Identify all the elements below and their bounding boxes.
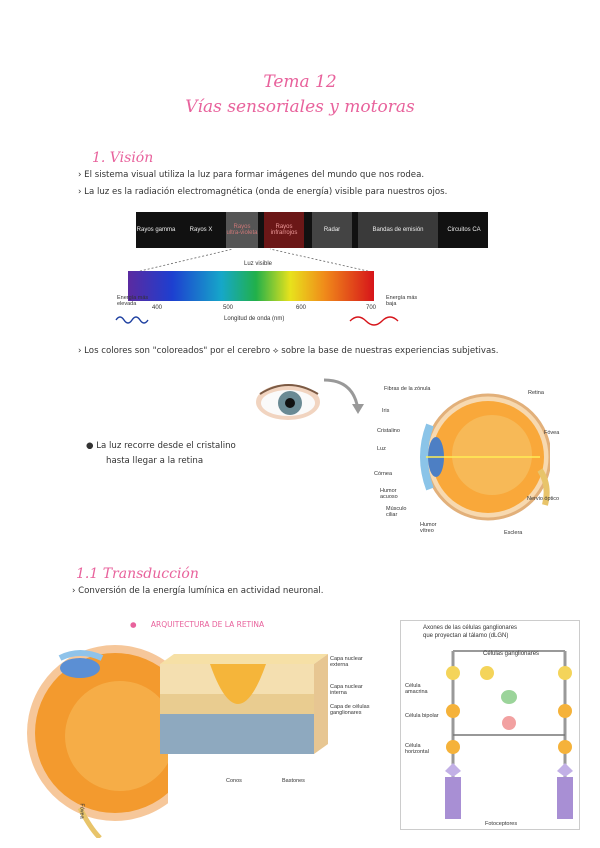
tick-label: 400: [152, 305, 163, 311]
eye-label: Luz: [377, 446, 386, 452]
energy-low-label: Energía más baja: [386, 295, 418, 308]
circuit-label: Células ganglionares: [483, 651, 540, 657]
band-label: Bandas de emisión: [358, 212, 438, 248]
band-label: Rayos infrarrojos: [264, 212, 304, 248]
section-heading-transduction: 1.1 Transducción: [76, 566, 199, 582]
light-note: ● La luz recorre desde el cristalino: [86, 441, 236, 451]
retina-label: Capa de células ganglionares: [330, 704, 370, 717]
fovea-label: Fóvea: [78, 803, 85, 819]
tick-label: 500: [223, 305, 234, 311]
band-label: Rayos gamma: [136, 226, 176, 233]
bullet-text: › Conversión de la energía lumínica en actividad neuronal.: [72, 586, 324, 596]
section-heading-vision: 1. Visión: [92, 150, 154, 166]
page-subtitle: Vías sensoriales y motoras: [185, 97, 415, 117]
eye-anatomy-diagram: [400, 385, 550, 535]
colors-note: › Los colores son "coloreados" por el cerebro ⟡ sobre la base de nuestras experiencias subjetivas.: [78, 346, 499, 356]
band-label: Rayos ultra-violeta: [226, 212, 258, 248]
eye-photo: [254, 372, 364, 432]
retina-circuit-diagram: [400, 620, 580, 830]
tick-label: 600: [296, 305, 307, 311]
tick-label: 700: [366, 305, 377, 311]
circuit-title: que proyectan al tálamo (dLGN): [423, 633, 509, 639]
light-note: hasta llegar a la retina: [106, 456, 204, 466]
eye-cross-section: [20, 638, 168, 838]
retina-subheading: ● ARQUITECTURA DE LA RETINA: [130, 620, 265, 629]
eye-label: Fibras de la zónula: [384, 386, 431, 392]
circuit-label: Célula horizontal: [405, 743, 429, 756]
eye-label: Fóvea: [544, 430, 560, 436]
em-spectrum-band: [136, 212, 488, 248]
circuit-title: Axones de las células ganglionares: [423, 625, 518, 631]
circuit-label: Célula amacrina: [405, 683, 428, 696]
eye-label: Esclera: [504, 530, 523, 536]
band-label: Rayos X: [189, 226, 213, 233]
retina-label: Conos: [226, 778, 242, 784]
eye-label: Músculo ciliar: [386, 506, 407, 518]
eye-label: Humor acuoso: [380, 488, 398, 500]
visible-light-label: Luz visible: [244, 261, 273, 267]
circuit-label: Fotoceptores: [485, 821, 518, 827]
bullet-text: › La luz es la radiación electromagnética (onda de energía) visible para nuestros ojos.: [78, 187, 448, 197]
band-label: Radar: [312, 212, 352, 248]
retina-label: Capa nuclear interna: [330, 684, 363, 697]
circuit-label: Célula bipolar: [405, 713, 439, 719]
retina-label: Bastones: [282, 778, 305, 784]
axis-label: Longitud de onda (nm): [224, 316, 285, 322]
eye-label: Retina: [528, 390, 544, 396]
visible-spectrum-diagram: [110, 247, 410, 327]
retina-label: Capa nuclear externa: [330, 656, 363, 669]
eye-label: Humor vítreo: [420, 522, 437, 534]
energy-high-label: Energía más elevada: [117, 295, 149, 308]
eye-label: Iris: [382, 408, 390, 414]
bullet-text: › El sistema visual utiliza la luz para formar imágenes del mundo que nos rodea.: [78, 170, 425, 180]
retina-layers-block: [160, 654, 330, 774]
eye-label: Nervio óptico: [527, 496, 560, 502]
band-label: Circuitos CA: [447, 226, 481, 233]
page-title: Tema 12: [263, 72, 337, 92]
eye-label: Cristalino: [377, 428, 400, 434]
eye-label: Córnea: [374, 471, 393, 477]
